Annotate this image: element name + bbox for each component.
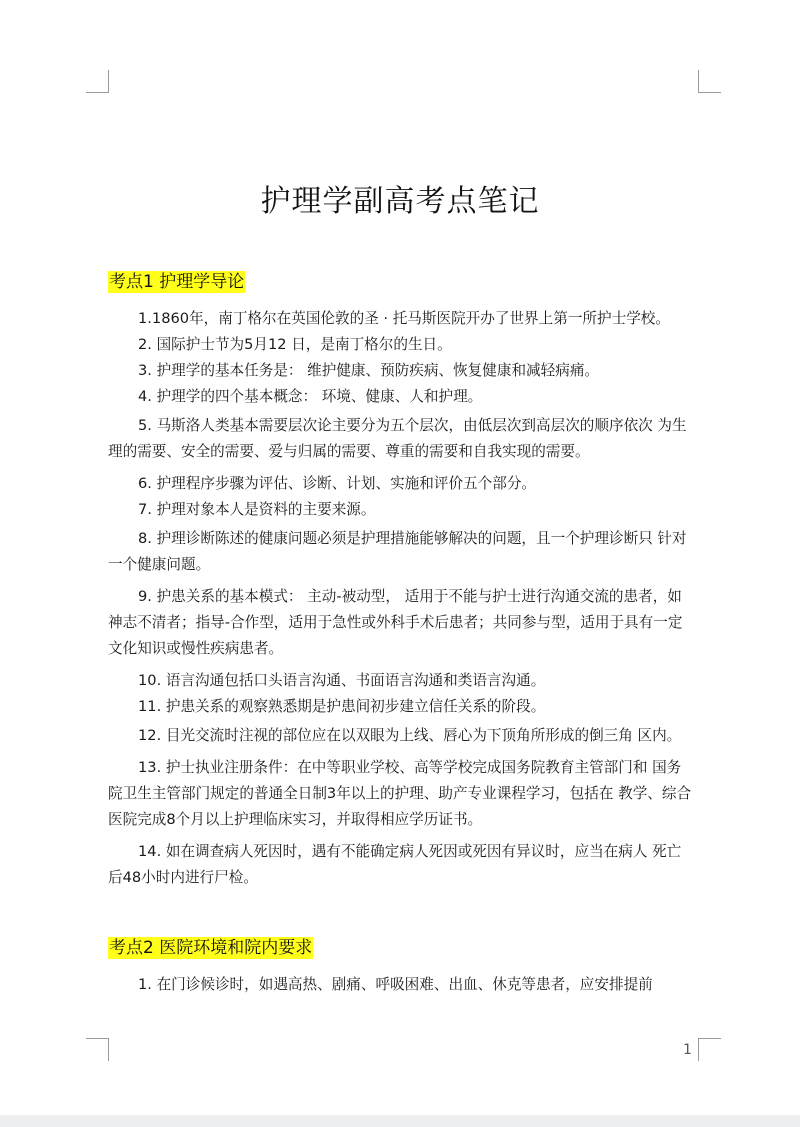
crop-mark-top-left xyxy=(86,70,109,93)
section-heading-2 xyxy=(108,937,313,959)
section-1-items xyxy=(108,306,693,891)
list-item: 2. 国际护士节为5月12 日，是南丁格尔的生日。 xyxy=(138,336,452,353)
list-item: 1. 在门诊候诊时，如遇高热、剧痛、呼吸困难、出血、休克等患者，应安排提前 xyxy=(138,976,653,993)
section-heading-1 xyxy=(108,271,245,293)
document-title: 护理学副高考点笔记 xyxy=(260,184,540,219)
list-item: 13. 护士执业注册条件：在中等职业学校、高等学校完成国务院教育主管部门和 国务院卫生主管部门规定的普通全日制3年以上的护理、助产专业课程学习，包括在 教学、综合医院完成8个月以上护理临床实习，并取得相应学历证书。 xyxy=(108,759,692,828)
list-item: 6. 护理程序步骤为评估、诊断、计划、实施和评价五个部分。 xyxy=(138,475,537,492)
list-item: 8. 护理诊断陈述的健康问题必须是护理措施能够解决的问题，且一个护理诊断只 针对一个健康问题。 xyxy=(108,530,687,573)
list-item: 12. 目光交流时注视的部位应在以双眼为上线、唇心为下顶角所形成的倒三角 区内。 xyxy=(138,727,682,744)
viewer-bottom-strip xyxy=(0,1115,800,1127)
section-heading-2-text: 考点2 医院环境和院内要求 xyxy=(109,938,313,958)
list-item: 1.1860年，南丁格尔在英国伦敦的圣 · 托马斯医院开办了世界上第一所护士学校。 xyxy=(138,310,670,327)
crop-mark-top-right xyxy=(698,70,721,93)
list-item: 9. 护患关系的基本模式： 主动-被动型， 适用于不能与护士进行沟通交流的患者，如神志不清者；指导-合作型，适用于急性或外科手术后患者；共同参与型，适用于具有一定文化知识或慢性疾病患者。 xyxy=(108,588,683,657)
list-item: 3. 护理学的基本任务是： 维护健康、预防疾病、恢复健康和减轻病痛。 xyxy=(138,362,600,379)
list-item: 4. 护理学的四个基本概念： 环境、健康、人和护理。 xyxy=(138,388,483,405)
list-item: 10. 语言沟通包括口头语言沟通、书面语言沟通和类语言沟通。 xyxy=(138,672,546,689)
list-item: 11. 护患关系的观察熟悉期是护患间初步建立信任关系的阶段。 xyxy=(138,698,546,715)
crop-mark-bottom-right xyxy=(698,1038,721,1061)
page-number: 1 xyxy=(683,1042,692,1058)
section-2-items xyxy=(108,972,693,998)
crop-mark-bottom-left xyxy=(86,1038,109,1061)
list-item: 7. 护理对象本人是资料的主要来源。 xyxy=(138,501,376,518)
list-item: 5. 马斯洛人类基本需要层次论主要分为五个层次，由低层次到高层次的顺序依次 为生理的需要、安全的需要、爱与归属的需要、尊重的需要和自我实现的需要。 xyxy=(108,417,687,460)
section-heading-1-text: 考点1 护理学导论 xyxy=(109,272,245,292)
list-item: 14. 如在调查病人死因时，遇有不能确定病人死因或死因有异议时，应当在病人 死亡后48小时内进行尸检。 xyxy=(108,843,682,886)
